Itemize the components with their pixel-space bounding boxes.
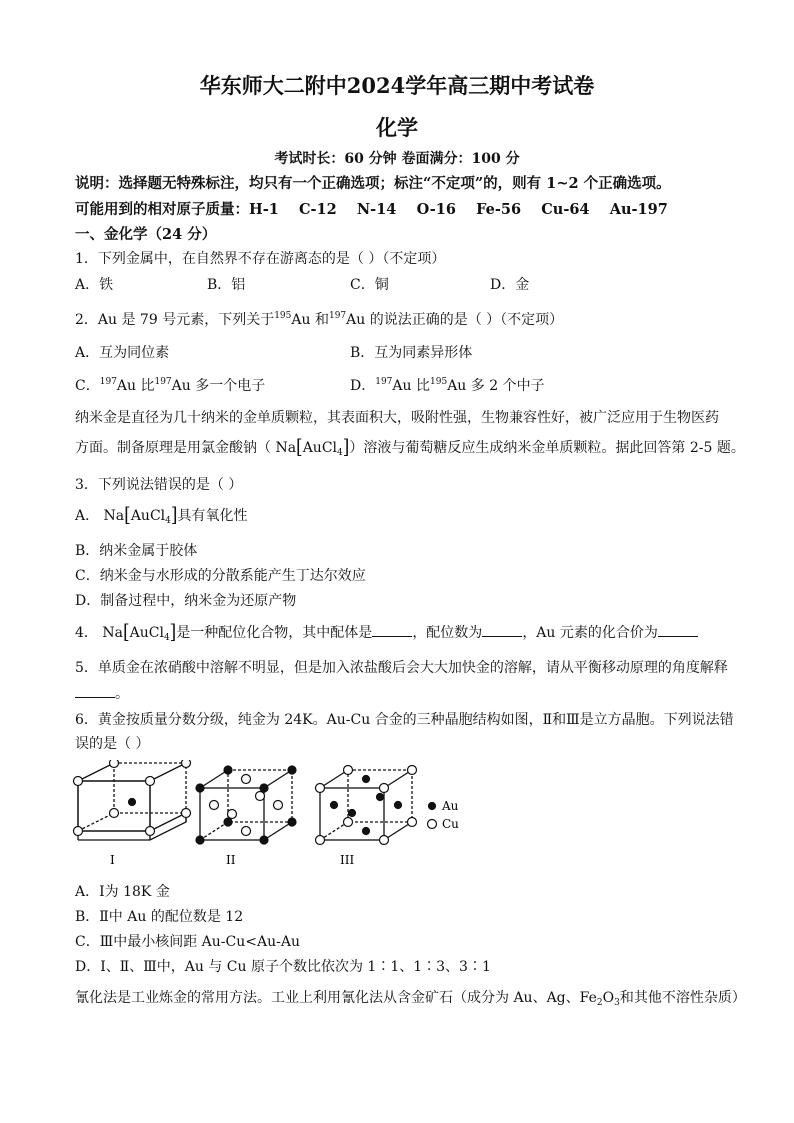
q6-option-d: D．Ⅰ、Ⅱ、Ⅲ中，Au 与 Cu 原子个数比依次为 1∶1、1∶3、3∶1 bbox=[75, 959, 491, 975]
question-4: 4． Na[AuCl$_4$]是一种配位化合物，其中配体是 ，配位数为 ，Au 元素的化合价为 bbox=[75, 622, 698, 642]
section-heading: 一、金化学（24 分） bbox=[75, 226, 217, 243]
question-6-line2: 误的是（ ） bbox=[75, 736, 150, 752]
passage-nanogold-line1: 纳米金是直径为几十纳米的金单质颗粒，其表面积大，吸附性强，生物兼容性好，被广泛应用于生物医药 bbox=[75, 410, 719, 426]
exam-duration: 考试时长：60 分钟 卷面满分：100 分 bbox=[274, 151, 520, 167]
q2-option-c: C．$^{197}$Au 比$^{197}$Au 多一个电子 bbox=[75, 377, 266, 394]
q3-option-b: B．纳米金属于胶体 bbox=[75, 543, 198, 559]
cell-label-ii: II bbox=[226, 853, 236, 867]
answer-blank-ligand[interactable] bbox=[372, 624, 412, 637]
question-2-stem: 2．Au 是 79 号元素，下列关于$^{195}$Au 和$^{197}$Au 的说法正确的是（ ）（不定项） bbox=[75, 311, 564, 328]
cell-label-iii: III bbox=[340, 853, 355, 867]
question-6-line1: 6．黄金按质量分数分级，纯金为 24K。Au-Cu 合金的三种晶胞结构如图，Ⅱ和Ⅲ是立方晶胞。下列说法错 bbox=[75, 712, 734, 728]
passage-cyanide: 氰化法是工业炼金的常用方法。工业上利用氰化法从含金矿石（成分为 Au、Ag、$Fe_2O_3$和其他不溶性杂质） bbox=[75, 990, 746, 1008]
exam-subject: 化学 bbox=[376, 115, 418, 140]
q2-option-a: A．互为同位素 bbox=[75, 345, 170, 361]
atomic-masses: 可能用到的相对原子质量：H-1 C-12 N-14 O-16 Fe-56 Cu-64 Au-197 bbox=[75, 201, 668, 218]
question-5-line2: 。 bbox=[75, 683, 129, 703]
q1-option-c: C．铜 bbox=[350, 277, 389, 293]
q6-option-b: B．Ⅱ中 Au 的配位数是 12 bbox=[75, 909, 244, 925]
q3-option-a: A． Na[AuCl$_4$]具有氧化性 bbox=[75, 503, 248, 527]
question-5-line1: 5．单质金在浓硝酸中溶解不明显，但是加入浓盐酸后会大大加快金的溶解，请从平衡移动原理的角度解释 bbox=[75, 660, 728, 676]
answer-blank-coordination-number[interactable] bbox=[482, 624, 522, 637]
exam-title: 华东师大二附中2024学年高三期中考试卷 bbox=[199, 73, 595, 98]
q6-option-c: C．Ⅲ中最小核间距 Au-Cu<Au-Au bbox=[75, 934, 300, 950]
answer-blank-valence[interactable] bbox=[658, 624, 698, 637]
legend-cu-label: Cu bbox=[442, 817, 459, 831]
cell-label-i: I bbox=[110, 853, 115, 867]
q3-option-d: D．制备过程中，纳米金为还原产物 bbox=[75, 593, 297, 609]
answer-blank-explanation[interactable] bbox=[75, 685, 115, 698]
question-3-stem: 3．下列说法错误的是（ ） bbox=[75, 477, 243, 493]
q6-option-a: A．Ⅰ为 18K 金 bbox=[75, 884, 170, 900]
legend-cu-marker bbox=[428, 820, 437, 829]
q3-option-c: C．纳米金与水形成的分散系能产生丁达尔效应 bbox=[75, 568, 366, 584]
q2-option-d: D．$^{197}$Au 比$^{195}$Au 多 2 个中子 bbox=[350, 377, 545, 394]
q1-option-d: D．金 bbox=[490, 277, 530, 293]
q1-option-b: B．铝 bbox=[207, 277, 246, 293]
legend-au-label: Au bbox=[442, 799, 459, 813]
q1-option-a: A．铁 bbox=[75, 277, 114, 293]
instruction-note: 说明：选择题无特殊标注，均只有一个正确选项；标注“不定项”的，则有 1~2 个正确选项。 bbox=[75, 175, 671, 192]
legend-au-marker bbox=[429, 803, 436, 810]
q2-option-b: B．互为同素异形体 bbox=[350, 345, 473, 361]
crystal-cell-figure bbox=[70, 760, 470, 870]
passage-nanogold-line2: 方面。制备原理是用氯金酸钠（ Na[AuCl$_4$]）溶液与葡萄糖反应生成纳米金单质颗粒。据此回答第 2-5 题。 bbox=[75, 435, 745, 459]
question-1-stem: 1．下列金属中，在自然界不存在游离态的是（ ）（不定项） bbox=[75, 251, 446, 267]
